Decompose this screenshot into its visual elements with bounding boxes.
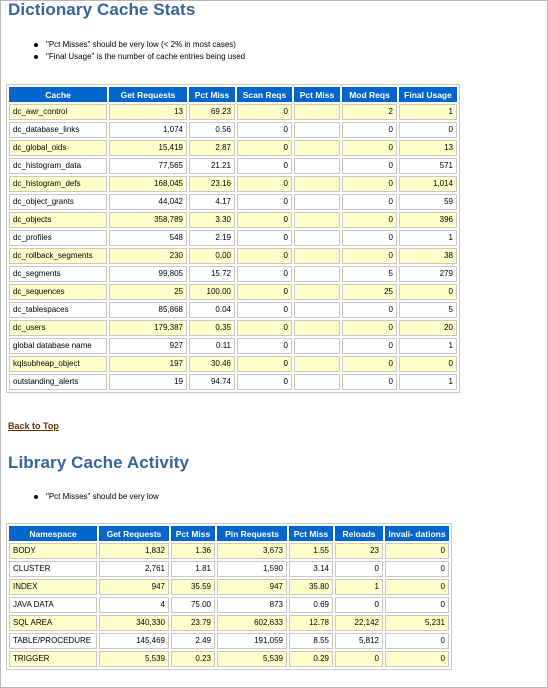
- table-cell: [294, 230, 340, 246]
- table-cell: 2.87: [189, 140, 235, 156]
- table-cell: 0: [237, 284, 292, 300]
- table-row: [9, 579, 449, 595]
- table-cell: 0: [237, 302, 292, 318]
- table-cell: 85,868: [109, 302, 187, 318]
- table-cell: 4: [99, 597, 169, 613]
- row-name-cell: dc_awr_control: [9, 104, 107, 120]
- column-header: Get Requests: [109, 87, 187, 102]
- row-name-cell: TRIGGER: [9, 651, 97, 667]
- row-name-cell: outstanding_alerts: [9, 374, 107, 390]
- table-cell: 197: [109, 356, 187, 372]
- table-cell: 2,761: [99, 561, 169, 577]
- table-cell: 0.04: [189, 302, 235, 318]
- table-cell: 571: [399, 158, 457, 174]
- table-cell: 947: [99, 579, 169, 595]
- table-cell: [294, 374, 340, 390]
- table-row: [9, 356, 457, 372]
- table-cell: 0: [237, 158, 292, 174]
- table-row: [9, 248, 457, 264]
- column-header: Reloads: [335, 526, 383, 541]
- table-cell: 99,805: [109, 266, 187, 282]
- table-cell: 13: [109, 104, 187, 120]
- table-cell: 0.35: [189, 320, 235, 336]
- library-cache-table: [6, 523, 452, 670]
- row-name-cell: dc_profiles: [9, 230, 107, 246]
- table-cell: 0: [335, 561, 383, 577]
- table-row: [9, 597, 449, 613]
- table-cell: 35.59: [171, 579, 215, 595]
- table-cell: 0: [342, 230, 397, 246]
- table-cell: 0: [237, 320, 292, 336]
- table-cell: 0: [342, 356, 397, 372]
- table-cell: 2.49: [171, 633, 215, 649]
- table-cell: 12.78: [289, 615, 333, 631]
- column-header: Mod Reqs: [342, 87, 397, 102]
- table-cell: 5,539: [217, 651, 287, 667]
- table-row: [9, 615, 449, 631]
- table-cell: 0: [342, 212, 397, 228]
- table-cell: 396: [399, 212, 457, 228]
- dictionary-cache-table: [6, 84, 460, 393]
- row-name-cell: JAVA DATA: [9, 597, 97, 613]
- table-cell: 1: [399, 230, 457, 246]
- library-cache-title: Library Cache Activity: [8, 453, 190, 472]
- row-name-cell: dc_object_grants: [9, 194, 107, 210]
- table-cell: 0: [237, 104, 292, 120]
- table-cell: 0.11: [189, 338, 235, 354]
- table-row: [9, 122, 457, 138]
- table-cell: 69.23: [189, 104, 235, 120]
- table-cell: 19: [109, 374, 187, 390]
- table-cell: 38: [399, 248, 457, 264]
- row-name-cell: TABLE/PROCEDURE: [9, 633, 97, 649]
- row-name-cell: kqlsubheap_object: [9, 356, 107, 372]
- table-cell: 0: [237, 122, 292, 138]
- table-cell: 0.00: [189, 248, 235, 264]
- row-name-cell: INDEX: [9, 579, 97, 595]
- table-cell: [294, 194, 340, 210]
- table-cell: 1: [399, 104, 457, 120]
- table-cell: 0: [399, 284, 457, 300]
- table-cell: [294, 140, 340, 156]
- table-row: [9, 266, 457, 282]
- table-cell: 0: [385, 651, 449, 667]
- note-item: "Final Usage" is the number of cache entries being used: [34, 51, 245, 63]
- table-cell: 1,832: [99, 543, 169, 559]
- table-cell: 0: [385, 543, 449, 559]
- row-name-cell: dc_users: [9, 320, 107, 336]
- table-cell: 230: [109, 248, 187, 264]
- table-cell: 0: [335, 651, 383, 667]
- table-cell: 3.14: [289, 561, 333, 577]
- table-cell: 35.80: [289, 579, 333, 595]
- table-row: [9, 284, 457, 300]
- dictionary-cache-title: Dictionary Cache Stats: [8, 0, 196, 19]
- column-header: Scan Reqs: [237, 87, 292, 102]
- table-cell: 77,565: [109, 158, 187, 174]
- table-cell: 20: [399, 320, 457, 336]
- table-cell: 25: [109, 284, 187, 300]
- table-row: [9, 176, 457, 192]
- table-cell: [294, 104, 340, 120]
- table-cell: 0: [237, 338, 292, 354]
- table-cell: 0: [237, 140, 292, 156]
- row-name-cell: global database name: [9, 338, 107, 354]
- table-cell: 0: [342, 374, 397, 390]
- table-cell: 25: [342, 284, 397, 300]
- table-row: [9, 561, 449, 577]
- table-cell: 0: [237, 230, 292, 246]
- row-name-cell: dc_tablespaces: [9, 302, 107, 318]
- table-cell: 5: [399, 302, 457, 318]
- table-cell: 0: [385, 579, 449, 595]
- table-cell: 279: [399, 266, 457, 282]
- table-cell: [294, 266, 340, 282]
- table-cell: 0: [342, 302, 397, 318]
- table-cell: 0: [342, 194, 397, 210]
- back-to-top-link[interactable]: Back to Top: [8, 421, 59, 431]
- table-row: [9, 374, 457, 390]
- table-cell: 602,633: [217, 615, 287, 631]
- table-cell: 873: [217, 597, 287, 613]
- table-row: [9, 320, 457, 336]
- table-cell: 340,330: [99, 615, 169, 631]
- table-cell: 44,042: [109, 194, 187, 210]
- table-cell: 548: [109, 230, 187, 246]
- table-cell: 0: [237, 266, 292, 282]
- table-cell: 13: [399, 140, 457, 156]
- table-row: [9, 302, 457, 318]
- table-row: [9, 633, 449, 649]
- table-cell: 0.23: [171, 651, 215, 667]
- table-cell: 0: [342, 158, 397, 174]
- table-cell: 0: [342, 140, 397, 156]
- note-item: "Pct Misses" should be very low: [34, 491, 159, 503]
- row-name-cell: dc_histogram_data: [9, 158, 107, 174]
- table-cell: 0: [399, 356, 457, 372]
- table-cell: 100.00: [189, 284, 235, 300]
- table-cell: 1,590: [217, 561, 287, 577]
- row-name-cell: dc_database_links: [9, 122, 107, 138]
- table-row: [9, 651, 449, 667]
- table-cell: 0: [237, 212, 292, 228]
- table-cell: 0: [237, 356, 292, 372]
- row-name-cell: dc_objects: [9, 212, 107, 228]
- table-cell: 1.55: [289, 543, 333, 559]
- table-cell: 1,074: [109, 122, 187, 138]
- column-header: Invali- dations: [385, 526, 449, 541]
- table-header-row: [9, 526, 449, 541]
- column-header: Pct Miss: [189, 87, 235, 102]
- table-cell: [294, 320, 340, 336]
- table-cell: [294, 356, 340, 372]
- table-cell: 5: [342, 266, 397, 282]
- table-cell: 0: [385, 561, 449, 577]
- table-cell: [294, 158, 340, 174]
- library-notes: [34, 491, 159, 503]
- table-cell: [294, 338, 340, 354]
- table-cell: 22,142: [335, 615, 383, 631]
- table-row: [9, 212, 457, 228]
- table-cell: 0: [342, 338, 397, 354]
- table-cell: 927: [109, 338, 187, 354]
- table-cell: 8.55: [289, 633, 333, 649]
- table-cell: 21.21: [189, 158, 235, 174]
- table-row: [9, 140, 457, 156]
- row-name-cell: dc_histogram_defs: [9, 176, 107, 192]
- table-cell: 15.72: [189, 266, 235, 282]
- table-cell: 947: [217, 579, 287, 595]
- table-cell: 358,789: [109, 212, 187, 228]
- column-header: Final Usage: [399, 87, 457, 102]
- column-header: Pin Requests: [217, 526, 287, 541]
- table-cell: 0: [342, 122, 397, 138]
- table-cell: 75.00: [171, 597, 215, 613]
- table-row: [9, 338, 457, 354]
- table-cell: 0: [237, 176, 292, 192]
- table-row: [9, 230, 457, 246]
- table-cell: 4.17: [189, 194, 235, 210]
- table-cell: 1.81: [171, 561, 215, 577]
- table-cell: 0: [342, 320, 397, 336]
- table-cell: 0: [385, 597, 449, 613]
- table-cell: 1,014: [399, 176, 457, 192]
- column-header: Pct Miss: [289, 526, 333, 541]
- row-name-cell: dc_segments: [9, 266, 107, 282]
- row-name-cell: SQL AREA: [9, 615, 97, 631]
- dictionary-notes: [34, 39, 245, 63]
- table-cell: [294, 176, 340, 192]
- table-cell: 94.74: [189, 374, 235, 390]
- table-row: [9, 194, 457, 210]
- table-cell: 0.29: [289, 651, 333, 667]
- table-cell: 2: [342, 104, 397, 120]
- table-row: [9, 158, 457, 174]
- table-cell: 145,469: [99, 633, 169, 649]
- table-cell: [294, 212, 340, 228]
- row-name-cell: dc_sequences: [9, 284, 107, 300]
- row-name-cell: CLUSTER: [9, 561, 97, 577]
- column-header: Pct Miss: [171, 526, 215, 541]
- table-cell: 3.30: [189, 212, 235, 228]
- table-cell: 1: [399, 374, 457, 390]
- table-cell: 1.36: [171, 543, 215, 559]
- table-cell: 0.69: [289, 597, 333, 613]
- table-cell: 168,045: [109, 176, 187, 192]
- row-name-cell: BODY: [9, 543, 97, 559]
- table-cell: 0: [335, 597, 383, 613]
- table-cell: 0: [342, 248, 397, 264]
- table-cell: 0: [237, 194, 292, 210]
- table-cell: 5,539: [99, 651, 169, 667]
- table-cell: 1: [335, 579, 383, 595]
- table-cell: 23.79: [171, 615, 215, 631]
- table-cell: 191,059: [217, 633, 287, 649]
- table-cell: 0.56: [189, 122, 235, 138]
- table-cell: 0: [385, 633, 449, 649]
- table-cell: 23: [335, 543, 383, 559]
- column-header: Get Requests: [99, 526, 169, 541]
- table-cell: 3,673: [217, 543, 287, 559]
- table-cell: 2.19: [189, 230, 235, 246]
- table-cell: 30.46: [189, 356, 235, 372]
- column-header: Cache: [9, 87, 107, 102]
- table-cell: 59: [399, 194, 457, 210]
- table-cell: 0: [342, 176, 397, 192]
- table-cell: 0: [237, 374, 292, 390]
- table-cell: 179,387: [109, 320, 187, 336]
- table-cell: 15,419: [109, 140, 187, 156]
- table-cell: 23.16: [189, 176, 235, 192]
- table-cell: 0: [399, 122, 457, 138]
- table-cell: 5,812: [335, 633, 383, 649]
- table-cell: 1: [399, 338, 457, 354]
- note-item: "Pct Misses" should be very low (< 2% in most cases): [34, 39, 245, 51]
- row-name-cell: dc_rollback_segments: [9, 248, 107, 264]
- table-header-row: [9, 87, 457, 102]
- table-cell: [294, 122, 340, 138]
- column-header: Namespace: [9, 526, 97, 541]
- table-cell: 5,231: [385, 615, 449, 631]
- table-cell: 0: [237, 248, 292, 264]
- table-row: [9, 543, 449, 559]
- table-cell: [294, 302, 340, 318]
- table-cell: [294, 284, 340, 300]
- table-cell: [294, 248, 340, 264]
- table-row: [9, 104, 457, 120]
- row-name-cell: dc_global_oids: [9, 140, 107, 156]
- column-header: Pct Miss: [294, 87, 340, 102]
